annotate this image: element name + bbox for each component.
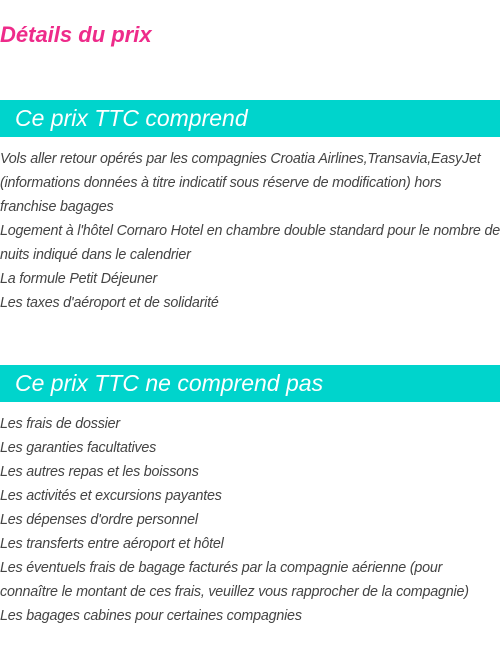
excluded-item: Les dépenses d'ordre personnel	[0, 512, 198, 528]
included-item: Vols aller retour opérés par les compagnies Croatia Airlines,Transavia,EasyJet (informations données à titre indicatif sous réserve de modification) hors franchise bagages	[0, 151, 481, 215]
included-items-list	[0, 147, 500, 315]
included-item: La formule Petit Déjeuner	[0, 271, 158, 287]
excluded-item: Les bagages cabines pour certaines compagnies	[0, 608, 302, 624]
page-title: Détails du prix	[0, 22, 152, 47]
excluded-item: Les activités et excursions payantes	[0, 488, 222, 504]
excluded-item: Les frais de dossier	[0, 416, 120, 432]
excluded-item: Les autres repas et les boissons	[0, 464, 199, 480]
excluded-section-header: Ce prix TTC ne comprend pas	[0, 365, 500, 402]
excluded-item: Les transferts entre aéroport et hôtel	[0, 536, 224, 552]
excluded-item: Les éventuels frais de bagage facturés par la compagnie aérienne (pour connaître le montant de ces frais, veuillez vous rapprocher de la compagnie)	[0, 560, 469, 600]
included-item: Logement à l'hôtel Cornaro Hotel en chambre double standard pour le nombre de nuits indiqué dans le calendrier	[0, 223, 500, 263]
included-section-header: Ce prix TTC comprend	[0, 100, 500, 137]
excluded-items-list	[0, 412, 500, 628]
excluded-item: Les garanties facultatives	[0, 440, 157, 456]
included-item: Les taxes d'aéroport et de solidarité	[0, 295, 219, 311]
